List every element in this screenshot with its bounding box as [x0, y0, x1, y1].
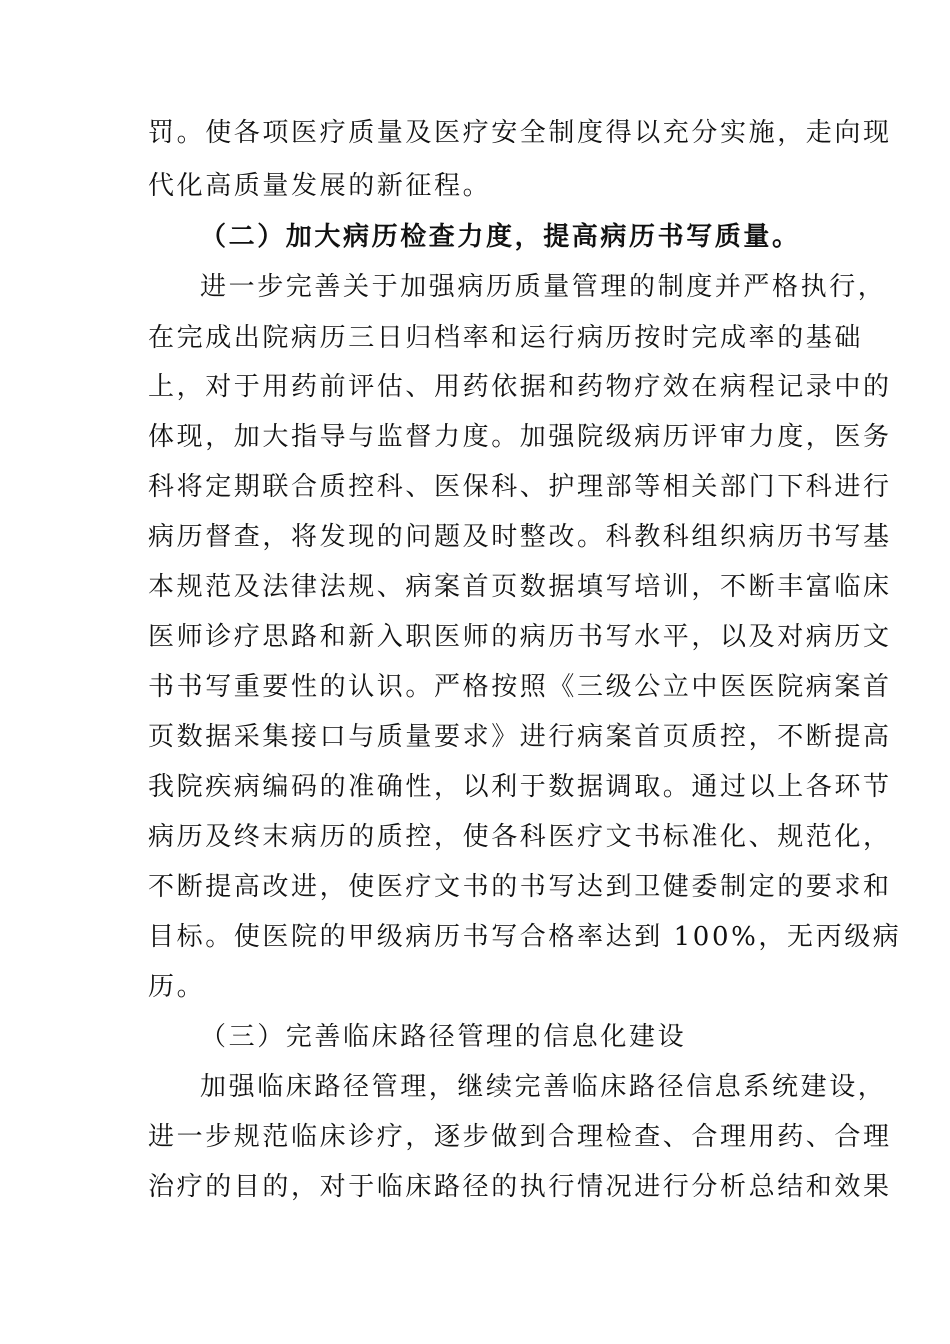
body-line: 病历督查，将发现的问题及时整改。科教科组织病历书写基	[148, 522, 892, 552]
body-line: 科将定期联合质控科、医保科、护理部等相关部门下科进行	[148, 472, 892, 502]
body-line: 页数据采集接口与质量要求》进行病案首页质控，不断提高	[148, 722, 892, 752]
body-line: 上，对于用药前评估、用药依据和药物疗效在病程记录中的	[148, 372, 892, 402]
body-line: 目标。使医院的甲级病历书写合格率达到 100%，无丙级病	[148, 922, 902, 952]
body-line: 病历及终末病历的质控，使各科医疗文书标准化、规范化，	[148, 822, 892, 852]
body-line: 体现，加大指导与监督力度。加强院级病历评审力度，医务	[148, 422, 892, 452]
body-line: 进一步完善关于加强病历质量管理的制度并严格执行，	[200, 272, 887, 302]
body-line: 罚。使各项医疗质量及医疗安全制度得以充分实施，走向现	[148, 118, 892, 148]
section-heading: （三）完善临床路径管理的信息化建设	[200, 1022, 687, 1052]
body-line: 治疗的目的，对于临床路径的执行情况进行分析总结和效果	[148, 1172, 892, 1202]
body-line: 历。	[148, 972, 206, 1002]
body-line: 加强临床路径管理，继续完善临床路径信息系统建设，	[200, 1072, 887, 1102]
body-line: 在完成出院病历三日归档率和运行病历按时完成率的基础	[148, 323, 864, 353]
body-line: 我院疾病编码的准确性，以利于数据调取。通过以上各环节	[148, 772, 892, 802]
body-line: 代化高质量发展的新征程。	[148, 171, 492, 201]
body-line: 不断提高改进，使医疗文书的书写达到卫健委制定的要求和	[148, 872, 892, 902]
body-line: 进一步规范临床诊疗，逐步做到合理检查、合理用药、合理	[148, 1122, 892, 1152]
body-line: 医师诊疗思路和新入职医师的病历书写水平，以及对病历文	[148, 622, 892, 652]
body-line: 本规范及法律法规、病案首页数据填写培训，不断丰富临床	[148, 572, 892, 602]
body-line: 书书写重要性的认识。严格按照《三级公立中医医院病案首	[148, 672, 892, 702]
section-heading: （二）加大病历检查力度，提高病历书写质量。	[200, 222, 801, 252]
